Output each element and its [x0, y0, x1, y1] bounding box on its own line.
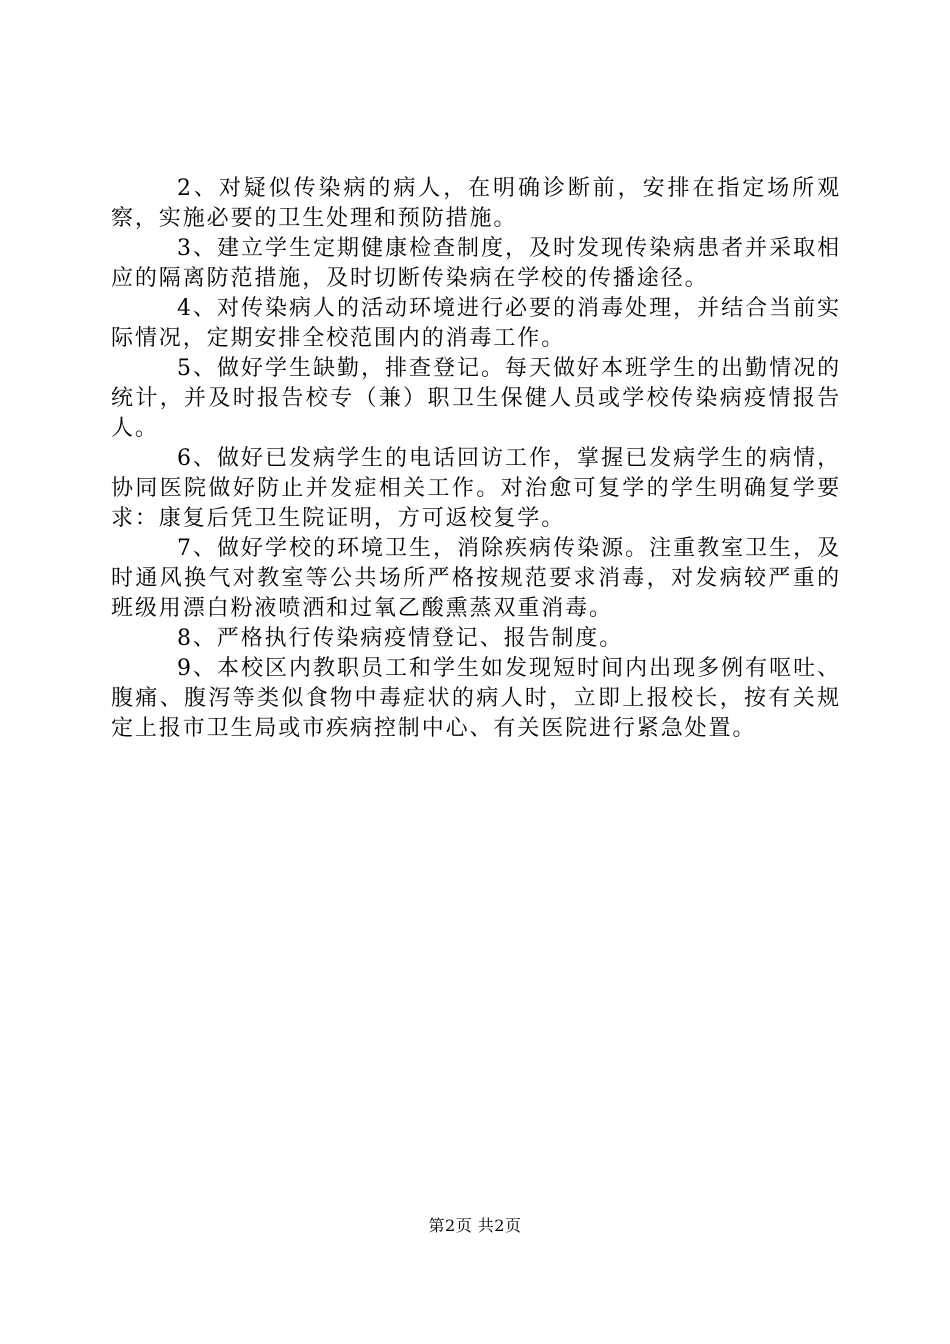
- paragraph-item-9: 9、本校区内教职员工和学生如发现短时间内出现多例有呕吐、腹痛、腹泻等类似食物中毒症状的病人时，立即上报校长，按有关规定上报市卫生局或市疾病控制中心、有关医院进行紧急处置。: [111, 656, 841, 741]
- page-number-footer: 第2页 共2页: [428, 1216, 522, 1235]
- paragraph-item-6: 6、做好已发病学生的电话回访工作，掌握已发病学生的病情，协同医院做好防止并发症相关工作。对治愈可复学的学生明确复学要求：康复后凭卫生院证明，方可返校复学。: [111, 446, 841, 531]
- document-body: [111, 174, 841, 744]
- paragraph-item-2: 2、对疑似传染病的病人，在明确诊断前，安排在指定场所观察，实施必要的卫生处理和预防措施。: [111, 176, 841, 231]
- paragraph-item-5: 5、做好学生缺勤，排查登记。每天做好本班学生的出勤情况的统计，并及时报告校专（兼）职卫生保健人员或学校传染病疫情报告人。: [111, 356, 841, 441]
- paragraph-item-3: 3、建立学生定期健康检查制度，及时发现传染病患者并采取相应的隔离防范措施，及时切断传染病在学校的传播途径。: [111, 236, 841, 291]
- paragraph-item-7: 7、做好学校的环境卫生，消除疾病传染源。注重教室卫生，及时通风换气对教室等公共场所严格按规范要求消毒，对发病较严重的班级用漂白粉液喷洒和过氧乙酸熏蒸双重消毒。: [111, 536, 841, 621]
- paragraph-item-8: 8、严格执行传染病疫情登记、报告制度。: [177, 626, 624, 651]
- paragraph-item-4: 4、对传染病人的活动环境进行必要的消毒处理，并结合当前实际情况，定期安排全校范围内的消毒工作。: [111, 296, 841, 351]
